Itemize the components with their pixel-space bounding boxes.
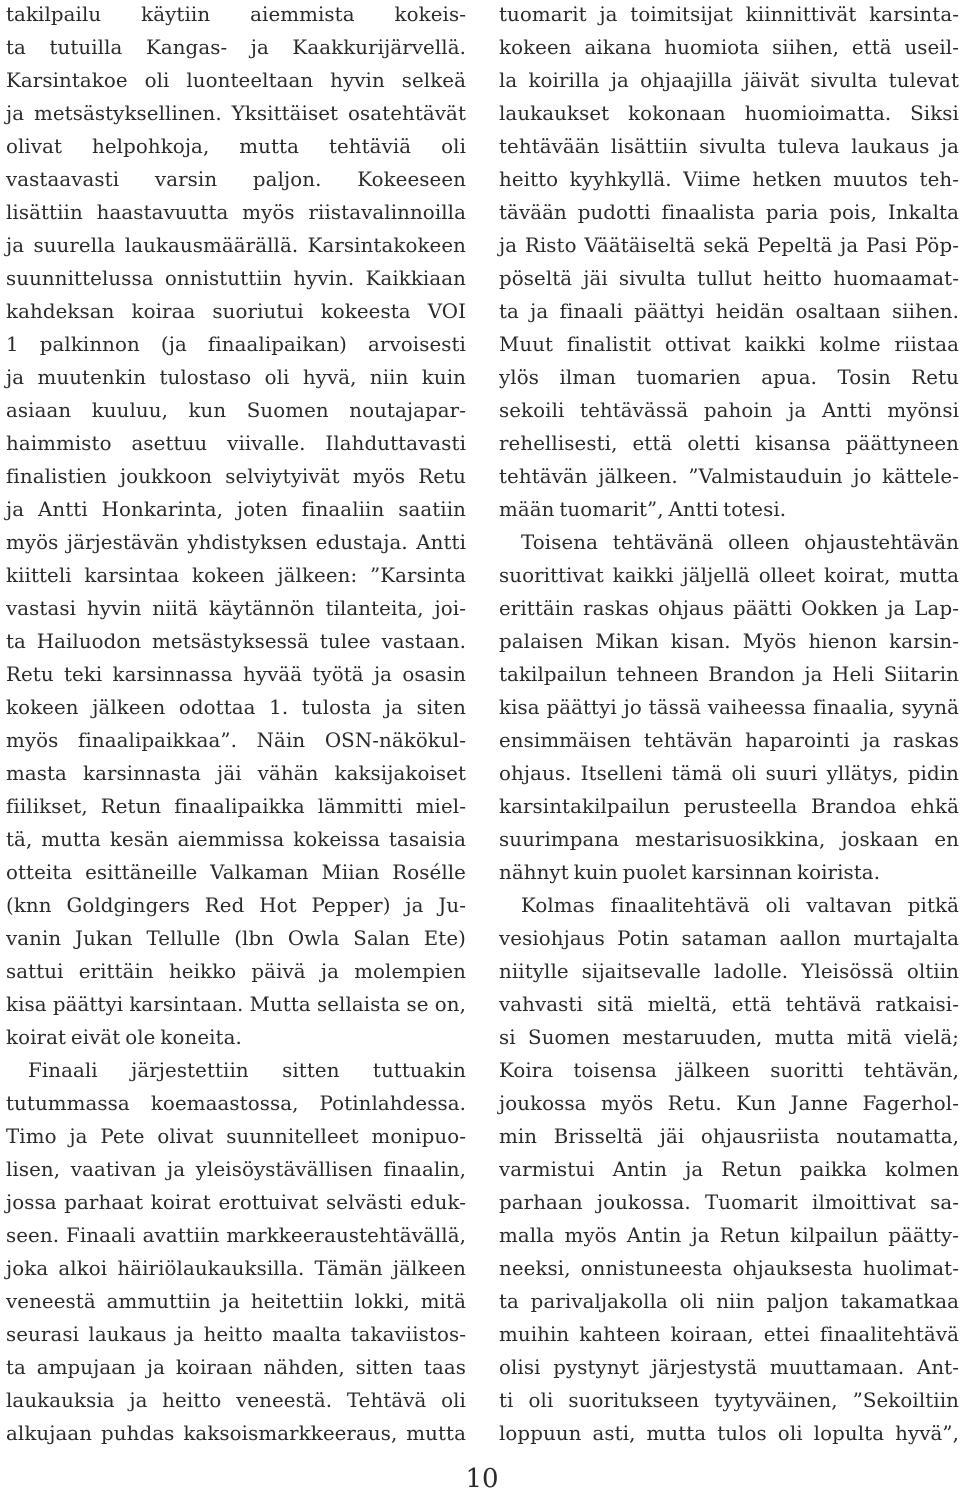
text-line: ylös ilman tuomarien apua. Tosin Retu [499, 366, 959, 389]
text-line: ti oli suoritukseen tyytyväinen, ”Sekoiltiin [499, 1389, 959, 1412]
text-line: olisi pystynyt järjestystä muuttamaan. Ant- [499, 1356, 959, 1379]
text-line: niitylle sijaitsevalle ladolle. Yleisössä oltiin [499, 960, 959, 983]
left-text-column [6, 0, 466, 1452]
paragraph-end-line: nähnyt kuin puolet karsinnan koirista. [499, 861, 881, 884]
text-line: vahvasti sitä mieltä, että tehtävä ratkaisi- [499, 993, 959, 1016]
text-line: ta ja finaali päättyi heidän osaltaan siihen. [499, 300, 959, 323]
text-line: tävään pudotti finaalista paria pois, Inkalta [499, 201, 959, 224]
text-line: kisa päättyi karsintaan. Mutta sellaista se on, [6, 993, 466, 1016]
text-line: tehtävän jälkeen. ”Valmistauduin jo kättele- [499, 465, 959, 488]
paragraph-start-line: Kolmas finaalitehtävä oli valtavan pitkä [521, 894, 959, 917]
text-line: jossa parhaat koirat erottuivat selvästi eduk- [6, 1191, 466, 1214]
text-line: Koira toisensa jälkeen suoritti tehtävän, [499, 1059, 959, 1082]
text-line: laukauksia ja heitto veneestä. Tehtävä oli [6, 1389, 466, 1412]
text-line: parhaan joukossa. Tuomarit ilmoittivat sa- [499, 1191, 959, 1214]
text-line: myös finaalipaikkaa”. Näin OSN-näkökul- [6, 729, 466, 752]
text-line: seen. Finaali avattiin markkeeraustehtävällä, [6, 1224, 466, 1247]
text-line: ta tutuilla Kangas- ja Kaakkurijärvellä. [6, 36, 466, 59]
text-line: takilpailun tehneen Brandon ja Heli Siitarin [499, 663, 959, 686]
text-line: ja metsästyksellinen. Yksittäiset osatehtävät [6, 102, 466, 125]
text-line: ta ampujaan ja koiraan nähden, sitten taas [6, 1356, 466, 1379]
text-line: asiaan kuuluu, kun Suomen noutajapar- [6, 399, 466, 422]
text-line: kokeen jälkeen odottaa 1. tulosta ja siten [6, 696, 466, 719]
text-line: varmistui Antin ja Retun paikka kolmen [499, 1158, 959, 1181]
paragraph-start-line: Toisena tehtävänä olleen ohjaustehtävän [521, 531, 959, 554]
text-line: rehellisesti, että oletti kisansa päättyneen [499, 432, 959, 455]
text-line: laukaukset kokonaan huomioimatta. Siksi [499, 102, 959, 125]
text-line: muihin kahteen koiraan, ettei finaalitehtävä [499, 1323, 959, 1346]
text-line: finalistien joukkoon selviytyivät myös Retu [6, 465, 466, 488]
text-line: tuomarit ja toimitsijat kiinnittivät karsinta- [499, 3, 959, 26]
text-line: 1 palkinnon (ja finaalipaikan) arvoisesti [6, 333, 466, 356]
paragraph-end-line: koirat eivät ole koneita. [6, 1026, 242, 1049]
text-line: kiitteli karsintaa kokeen jälkeen: ”Karsinta [6, 564, 466, 587]
text-line: veneestä ammuttiin ja heitettiin lokki, mitä [6, 1290, 466, 1313]
text-line: Timo ja Pete olivat suunnitelleet monipuo- [6, 1125, 466, 1148]
text-line: ja Risto Väätäiseltä sekä Pepeltä ja Pasi Pöp- [499, 234, 959, 257]
text-line: takilpailu käytiin aiemmista kokeis- [6, 3, 466, 26]
text-line: si Suomen mestaruuden, mutta mitä vielä; [499, 1026, 959, 1049]
text-line: tehtävään lisättiin sivulta tuleva laukaus ja [499, 135, 959, 158]
text-line: neeksi, onnistuneesta ohjauksesta huolimat- [499, 1257, 959, 1280]
text-line: kisa päättyi jo tässä vaiheessa finaalia, syynä [499, 696, 959, 719]
text-line: tä, mutta kesän aiemmissa kokeissa tasaisia [6, 828, 466, 851]
text-line: myös järjestävän yhdistyksen edustaja. Antti [6, 531, 466, 554]
text-line: malla myös Antin ja Retun kilpailun päätty- [499, 1224, 959, 1247]
text-line: ja muutenkin tulostaso oli hyvä, niin kuin [6, 366, 466, 389]
text-line: (knn Goldgingers Red Hot Pepper) ja Ju- [6, 894, 466, 917]
text-line: sattui erittäin heikko päivä ja molempien [6, 960, 466, 983]
text-line: ensimmäisen tehtävän haparointi ja raskas [499, 729, 959, 752]
text-line: joukossa myös Retu. Kun Janne Fagerhol- [499, 1092, 959, 1115]
text-line: erittäin raskas ohjaus päätti Ookken ja Lap- [499, 597, 959, 620]
text-line: vastasi hyvin niitä käytännön tilanteita, joi- [6, 597, 466, 620]
text-line: ja Antti Honkarinta, joten finaaliin saatiin [6, 498, 466, 521]
text-line: Karsintakoe oli luonteeltaan hyvin selkeä [6, 69, 466, 92]
text-line: Muut finalistit ottivat kaikki kolme riistaa [499, 333, 959, 356]
text-line: vastaavasti varsin paljon. Kokeeseen [6, 168, 466, 191]
text-line: haimmisto asettuu viivalle. Ilahduttavasti [6, 432, 466, 455]
text-line: kokeen aikana huomiota siihen, että useil- [499, 36, 959, 59]
paragraph-start-line: Finaali järjestettiin sitten tuttuakin [28, 1059, 466, 1082]
text-line: otteita esittäneille Valkaman Miian Rosélle [6, 861, 466, 884]
text-line: vanin Jukan Tellulle (lbn Owla Salan Ete) [6, 927, 466, 950]
text-line: suunnittelussa onnistuttiin hyvin. Kaikkiaan [6, 267, 466, 290]
text-line: lisättiin haastavuutta myös riistavalinnoilla [6, 201, 466, 224]
text-line: olivat helpohkoja, mutta tehtäviä oli [6, 135, 466, 158]
text-line: heitto kyyhkyllä. Viime hetken muutos teh- [499, 168, 959, 191]
text-line: suurimpana mestarisuosikkina, joskaan en [499, 828, 959, 851]
text-line: kahdeksan koiraa suoriutui kokeesta VOI [6, 300, 466, 323]
text-line: alkujaan puhdas kaksoismarkkeeraus, mutta [6, 1422, 466, 1445]
text-line: seurasi laukaus ja heitto maalta takaviistos- [6, 1323, 466, 1346]
text-line: loppuun asti, mutta tulos oli lopulta hyvä”, [499, 1422, 959, 1445]
paragraph-end-line: mään tuomarit”, Antti totesi. [499, 498, 787, 521]
text-line: palaisen Mikan kisan. Myös hienon karsin- [499, 630, 959, 653]
text-line: pöseltä jäi sivulta tullut heitto huomaamat- [499, 267, 959, 290]
text-line: fiilikset, Retun finaalipaikka lämmitti miel- [6, 795, 466, 818]
text-line: vesiohjaus Potin sataman aallon murtajalta [499, 927, 959, 950]
text-line: tutummassa koemaastossa, Potinlahdessa. [6, 1092, 466, 1115]
text-line: sekoili tehtävässä pahoin ja Antti myönsi [499, 399, 959, 422]
text-line: masta karsinnasta jäi vähän kaksijakoiset [6, 762, 466, 785]
text-line: min Brisseltä jäi ohjausriista noutamatta, [499, 1125, 959, 1148]
text-line: Retu teki karsinnassa hyvää työtä ja osasin [6, 663, 466, 686]
text-line: ohjaus. Itselleni tämä oli suuri yllätys, pidin [499, 762, 959, 785]
text-line: suorittivat kaikki jäljellä olleet koirat, mutta [499, 564, 959, 587]
text-line: ta Hailuodon metsästyksessä tulee vastaan. [6, 630, 466, 653]
text-line: joka alkoi häiriölaukauksilla. Tämän jälkeen [6, 1257, 466, 1280]
text-line: ta parivaljakolla oli niin paljon takamatkaa [499, 1290, 959, 1313]
page-number: 10 [465, 1464, 499, 1494]
text-line: lisen, vaativan ja yleisöystävällisen finaalin, [6, 1158, 466, 1181]
text-line: karsintakilpailun perusteella Brandoa ehkä [499, 795, 959, 818]
text-line: ja suurella laukausmäärällä. Karsintakokeen [6, 234, 466, 257]
text-line: la koirilla ja ohjaajilla jäivät sivulta tulevat [499, 69, 959, 92]
right-text-column [499, 0, 959, 1452]
